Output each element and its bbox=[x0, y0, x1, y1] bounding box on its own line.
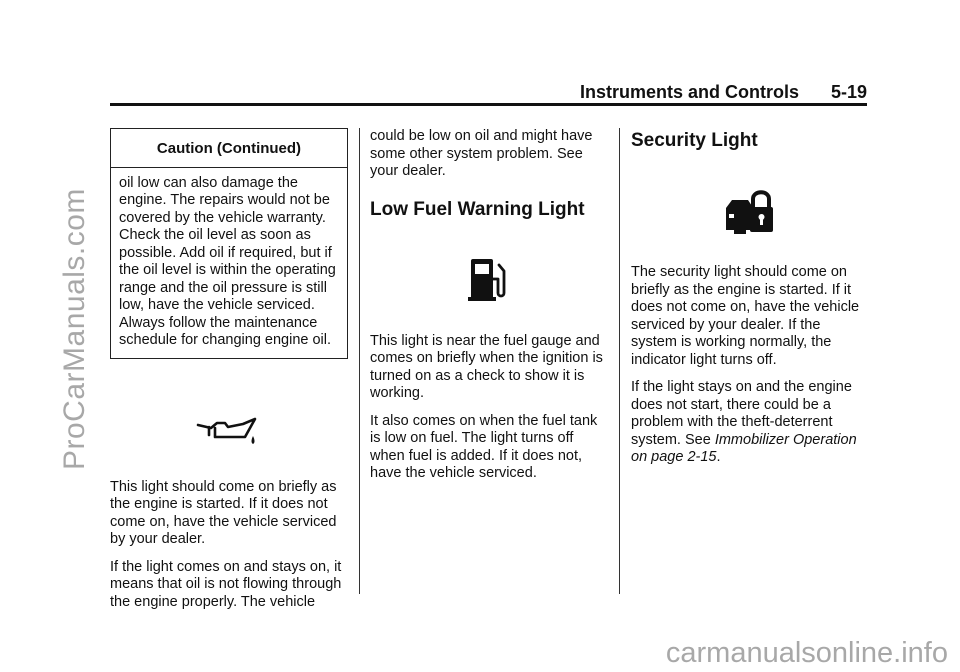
column-divider-1 bbox=[359, 128, 360, 594]
caution-box bbox=[110, 128, 348, 359]
oil-paragraph-2: If the light comes on and stays on, it means that oil is not flowing through the engine properly. The vehicle bbox=[110, 558, 342, 610]
section-title: Instruments and Controls bbox=[579, 82, 799, 102]
oil-paragraph-1: This light should come on briefly as the engine is started. If it does not come on, have the vehicle serviced by your dealer. bbox=[110, 478, 337, 547]
column-divider-2 bbox=[619, 128, 620, 594]
fuel-paragraph-1: This light is near the fuel gauge and comes on briefly when the ignition is turned on as a check to show it is working. bbox=[370, 332, 603, 401]
low-fuel-heading: Low Fuel Warning Light bbox=[370, 198, 585, 220]
side-watermark: ProCarManuals.com bbox=[58, 188, 91, 470]
caution-body: oil low can also damage the engine. The repairs would not be covered by the vehicle warranty. Check the oil level as soon as possible. Add oil if required, but if the oil level is within the operating range and the oil pressure is still low, have the vehicle serviced. Always follow the maintenance schedule for changing engine oil. bbox=[119, 174, 336, 348]
column-2 bbox=[370, 128, 608, 493]
security-paragraph-2-text: If the light stays on and the engine does not start, there could be a problem with the theft-deterrent system. See bbox=[631, 379, 852, 448]
oil-icon-wrap bbox=[110, 415, 348, 449]
header-rule bbox=[110, 103, 867, 106]
security-paragraph-2 bbox=[631, 379, 869, 467]
column-1 bbox=[110, 128, 348, 621]
immobilizer-reference-link[interactable]: Immobilizer Operation on page 2-15 bbox=[631, 431, 857, 465]
page-header bbox=[110, 82, 867, 103]
security-paragraph-2-suffix: . bbox=[716, 449, 721, 465]
continuation-paragraph: could be low on oil and might have some other system problem. See your dealer. bbox=[370, 128, 593, 179]
fuel-pump-icon bbox=[467, 255, 511, 303]
fuel-paragraph-2: It also comes on when the fuel tank is low on fuel. The light turns off when fuel is added. If it does not, have the vehicle serviced. bbox=[370, 412, 598, 481]
security-icon-wrap bbox=[631, 186, 869, 238]
column-3 bbox=[631, 128, 869, 477]
security-heading: Security Light bbox=[631, 130, 758, 151]
security-paragraph-1: The security light should come on briefly as the engine is started. If it does not come on, have the vehicle serviced by your dealer. If the system is working normally, the indicator light turns off. bbox=[631, 264, 860, 368]
caution-title: Caution (Continued) bbox=[111, 129, 347, 168]
bottom-watermark: carmanualsonline.info bbox=[665, 637, 948, 669]
page-number: 5-19 bbox=[830, 82, 867, 102]
car-lock-icon bbox=[722, 186, 778, 238]
oil-can-icon bbox=[195, 415, 263, 449]
fuel-icon-wrap bbox=[370, 255, 608, 303]
